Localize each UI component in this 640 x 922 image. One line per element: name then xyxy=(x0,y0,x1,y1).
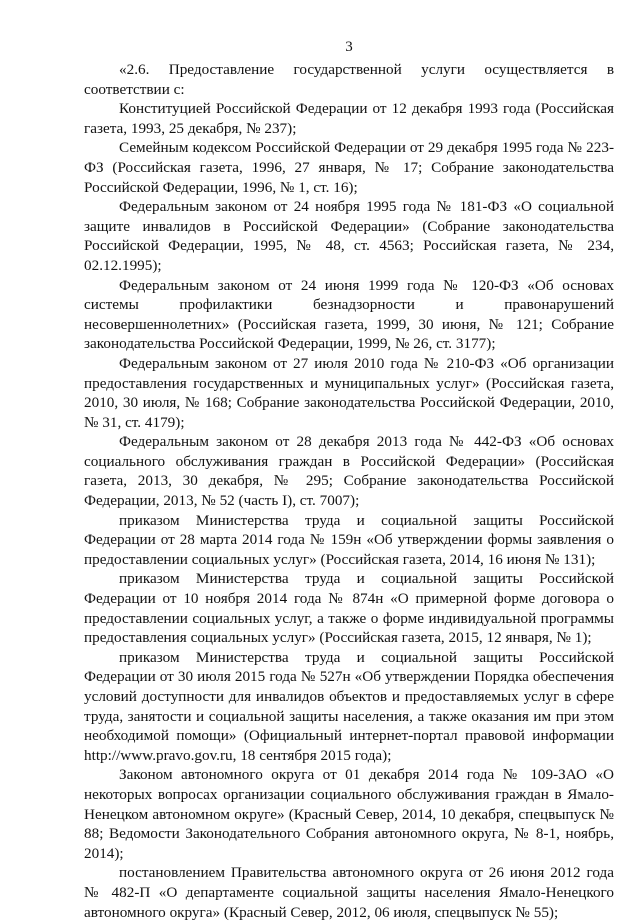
paragraph-order-527n: приказом Министерства труда и социальной защиты Российской Федерации от 30 июля 2015 года № 527н «Об утверждении Порядка обеспечения условий доступности для инвалидов объектов и предоставляемых услуг в сфере труда, занятости и социальной защиты населения, а также оказания им при этом необходимой помощи» (Официальный интернет-портал правовой информации http://www.pravo.gov.ru, 18 сентября 2015 года); xyxy=(84,648,614,764)
page-number: 3 xyxy=(345,39,353,55)
paragraph-order-874n: приказом Министерства труда и социальной защиты Российской Федерации от 10 ноября 2014 года № 874н «О примерной форме договора о предоставлении социальных услуг, а также о форме индивидуальной программы предоставления социальных услуг» (Российская газета, 2015, 12 января, № 1); xyxy=(84,570,614,647)
paragraph-law-210: Федеральным законом от 27 июля 2010 года № 210-ФЗ «Об организации предоставления государственных и муниципальных услуг» (Российская газета, 2010, 30 июля, № 168; Собрание законодательства Российской Федерации, 2010, № 31, ст. 4179); xyxy=(84,354,614,431)
document-page xyxy=(84,38,614,922)
paragraph-family-code: Семейным кодексом Российской Федерации от 29 декабря 1995 года № 223-ФЗ (Российская газета, 1996, 27 января, № 17; Собрание законодательства Российской Федерации, 1996, № 1, ст. 16); xyxy=(84,139,614,196)
paragraph-order-159n: приказом Министерства труда и социальной защиты Российской Федерации от 28 марта 2014 года № 159н «Об утверждении формы заявления о предоставлении социальных услуг» (Российская газета, 2014, 16 июня № 131); xyxy=(84,511,614,568)
paragraph-law-181: Федеральным законом от 24 ноября 1995 года № 181-ФЗ «О социальной защите инвалидов в Российской Федерации» (Собрание законодательства Российской Федерации, 1995, № 48, ст. 4563; Российская газета, № 234, 02.12.1995); xyxy=(84,198,614,274)
paragraph-constitution: Конституцией Российской Федерации от 12 декабря 1993 года (Российская газета, 1993, 25 декабря, № 237); xyxy=(84,100,614,137)
paragraph-regional-law-109: Законом автономного округа от 01 декабря 2014 года № 109-ЗАО «О некоторых вопросах организации социального обслуживания граждан в Ямало-Ненецком автономном округе» (Красный Север, 2014, 10 декабря, спецвыпуск № 88; Ведомости Законодательного Собрания автономного округа, № 8-1, ноябрь, 2014); xyxy=(84,766,614,862)
paragraph-law-120: Федеральным законом от 24 июня 1999 года № 120-ФЗ «Об основах системы профилактики безнадзорности и правонарушений несовершеннолетних» (Российская газета, 1999, 30 июня, № 121; Собрание законодательства Российской Федерации, 1999, № 26, ст. 3177); xyxy=(84,276,614,353)
paragraph-resolution-482: постановлением Правительства автономного округа от 26 июня 2012 года № 482-П «О департаменте социальной защиты населения Ямало-Ненецкого автономного округа» (Красный Север, 2012, 06 июля, спецвыпуск № 55); xyxy=(84,864,614,921)
paragraph-law-442: Федеральным законом от 28 декабря 2013 года № 442-ФЗ «Об основах социального обслуживания граждан в Российской Федерации» (Российская газета, 2013, 30 декабря, № 295; Собрание законодательства Российской Федерации, 2013, № 52 (часть I), ст. 7007); xyxy=(84,433,614,510)
paragraph-intro: «2.6. Предоставление государственной услуги осуществляется в соответствии с: xyxy=(84,61,614,98)
